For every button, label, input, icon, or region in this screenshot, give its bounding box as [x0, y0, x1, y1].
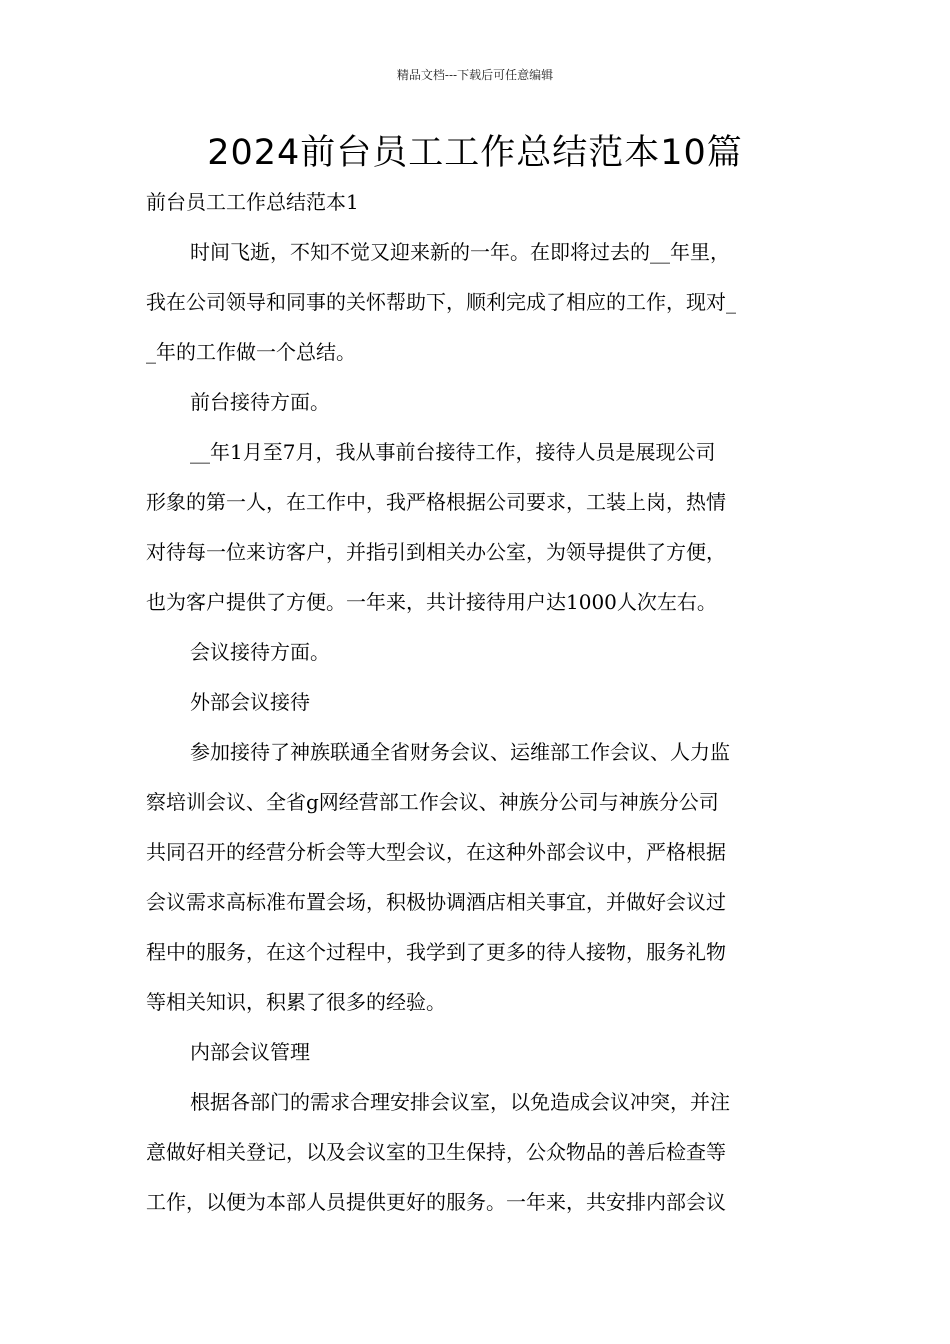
text-line: 工作，以便为本部人员提供更好的服务。一年来，共安排内部会议 [146, 1190, 726, 1214]
text-line: 外部会议接待 [190, 690, 310, 714]
text-line: 会议接待方面。 [190, 640, 330, 664]
header-note: 精品文档---下载后可任意编辑 [396, 68, 554, 82]
text-line: 对待每一位来访客户，并指引到相关办公室，为领导提供了方便， [146, 540, 726, 564]
text-line: __年1月至7月，我从事前台接待工作，接待人员是展现公司 [190, 440, 716, 464]
text-line: 前台接待方面。 [190, 390, 330, 414]
document-body [146, 177, 810, 1227]
text-line: _年的工作做一个总结。 [146, 340, 356, 364]
text-line: 程中的服务，在这个过程中，我学到了更多的待人接物，服务礼物 [146, 940, 726, 964]
text-line: 时间飞逝，不知不觉又迎来新的一年。在即将过去的__年里， [190, 240, 730, 264]
text-line: 等相关知识，积累了很多的经验。 [146, 990, 446, 1014]
text-line: 前台员工工作总结范本1 [146, 190, 359, 214]
text-line: 形象的第一人，在工作中，我严格根据公司要求，工装上岗，热情 [146, 490, 726, 514]
text-line: 内部会议管理 [190, 1040, 310, 1064]
text-line: 共同召开的经营分析会等大型会议，在这种外部会议中，严格根据 [146, 840, 726, 864]
text-line: 察培训会议、全省g网经营部工作会议、神族分公司与神族分公司 [146, 790, 719, 814]
text-line: 意做好相关登记，以及会议室的卫生保持，公众物品的善后检查等 [146, 1140, 726, 1164]
document-title: 2024前台员工工作总结范本10篇 [207, 133, 743, 173]
text-line: 会议需求高标准布置会场，积极协调酒店相关事宜，并做好会议过 [146, 890, 726, 914]
text-line: 根据各部门的需求合理安排会议室，以免造成会议冲突，并注 [190, 1090, 730, 1114]
text-line: 参加接待了神族联通全省财务会议、运维部工作会议、人力监 [190, 740, 730, 764]
text-line: 我在公司领导和同事的关怀帮助下，顺利完成了相应的工作，现对_ [146, 290, 736, 314]
text-line: 也为客户提供了方便。一年来，共计接待用户达1000人次左右。 [146, 590, 717, 614]
